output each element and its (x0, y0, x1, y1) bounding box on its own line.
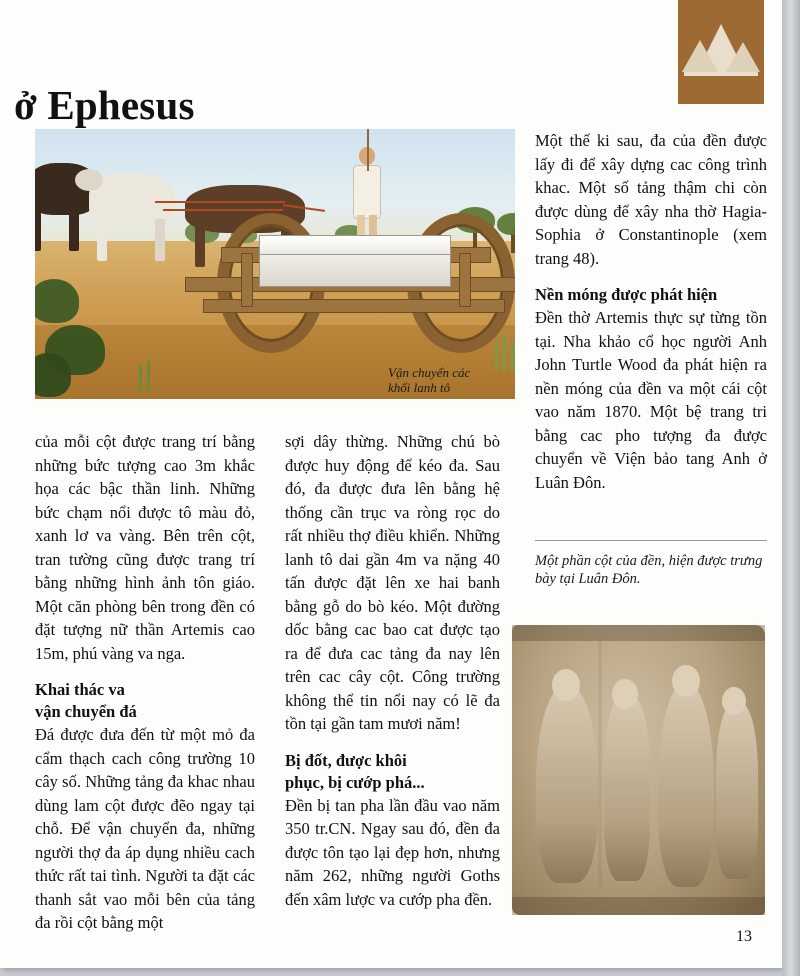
relief-top-edge (512, 625, 765, 641)
middle-subhead-line1: Bị đốt, được khôi (285, 750, 407, 770)
cart-post (241, 253, 253, 307)
ox-head (75, 169, 103, 191)
rope (155, 201, 285, 203)
ox-leg (97, 219, 107, 261)
middle-paragraph-1: sợi dây thừng. Những chú bò được huy động để kéo đa. Sau đó, đa được đưa lên bằng hệ thống cần trục va ròng rọc do rất nhiều thợ điều khiển. Những lanh tô dai gần 4m va nặng 40 tấn được đặt lên xe hai banh bằng gỗ do bò kéo. Một đường dốc bằng cac bao cat được tạo ra để đưa cac tảng đa nay lên trên cac cây cột. Công trường không thể tin nổi nay có lẽ đa tồn tại gần tam mươi năm! (285, 432, 500, 733)
right-paragraph-1: Một thế ki sau, đa của đền được lấy đi để xây dựng cac công trình khac. Một số tảng thậm chi còn được dùng để xây nha thờ Hagia-Sophia ở Constantinople (xem trang 48). (535, 131, 767, 268)
grass-icon (139, 365, 142, 391)
page-number: 13 (736, 928, 752, 945)
rope (163, 209, 283, 211)
pyramids-logo (678, 0, 764, 104)
relief-figure (536, 683, 598, 883)
relief-crack (598, 641, 602, 887)
carved-column-drum-relief-photo (512, 625, 765, 915)
bush-icon (35, 279, 79, 323)
illustration-caption-line1: Vận chuyển các (388, 365, 471, 380)
column-right (535, 129, 767, 494)
ox-leg (155, 219, 165, 261)
caption-divider (535, 540, 767, 541)
tree-canopy-icon (497, 213, 515, 235)
ox-cart-illustration (35, 129, 515, 399)
grass-icon (147, 361, 150, 391)
middle-subhead-line2: phục, bị cướp phá... (285, 772, 425, 792)
left-subhead-line1: Khai thác va (35, 680, 125, 699)
left-subhead-line2: vận chuyển đá (35, 702, 137, 721)
right-paragraph-2: Đền thờ Artemis thực sự từng tồn tại. Nha khảo cổ học người Anh John Turtle Wood đa phát hiện ra nền móng của đền va một cái cột vao năm 1870. Một bệ trang tri bằng cac pho tượng đa được chuyển về Viện bảo tang Anh ở Luân Đôn. (535, 308, 767, 492)
left-paragraph-1: của mỗi cột được trang trí bằng những bức tượng cao 3m khắc họa các bậc thần linh. Những bức chạm nổi được tô màu đỏ, xanh lơ va vàng. Bên trên cột, tran tường cũng được trang trí bằng những hình ảnh tôn giáo. Một căn phòng bên trong đền có đặt tượng nữ thần Artemis cao 15m, phú vàng va nga. (35, 432, 255, 663)
stone-block (259, 251, 451, 287)
relief-bottom-edge (512, 897, 765, 915)
photo-caption: Một phần cột của đền, hiện được trưng bày tại Luân Đôn. (535, 553, 763, 587)
relief-figure-head (612, 679, 638, 709)
relief-figure-head (552, 669, 580, 701)
illustration-caption (388, 365, 518, 395)
stone-block-top (259, 235, 451, 255)
illustration-caption-line2: khối lanh tô (388, 380, 451, 395)
ox-leg (195, 225, 205, 267)
ox-leg (35, 209, 41, 251)
right-subhead: Nền móng được phát hiện (535, 285, 718, 304)
page-edge-shadow (782, 0, 800, 976)
relief-figure (658, 681, 714, 887)
relief-figure-head (722, 687, 746, 715)
page-title: ở Ephesus (14, 82, 195, 129)
driver-figure (353, 165, 381, 219)
middle-paragraph-2: Đền bị tan pha lần đầu vao năm 350 tr.CN. Ngay sau đó, đền đa được tôn tạo lại đẹp hơn, nhưng năm 262, những người Goths đến xâm lược va cướp pha đền. (285, 795, 500, 909)
column-left (35, 430, 255, 935)
goad-stick (367, 129, 369, 171)
relief-figure (604, 695, 650, 881)
relief-figure (716, 703, 758, 879)
ox-leg (69, 209, 79, 251)
left-paragraph-2: Đá được đưa đến từ một mỏ đa cẩm thạch cach công trường 10 cây số. Những tảng đa khac nhau dùng lam cột được đẽo ngay tại chỗ. Để vận chuyển đa, những người thợ đa áp dụng nhiều cach thức rất tai tình. Người ta đặt các thanh sắt vao mỗi bên của tảng đa rồi cột bằng một (35, 725, 255, 932)
relief-figure-head (672, 665, 700, 697)
column-middle (285, 430, 500, 911)
cart-post (459, 253, 471, 307)
